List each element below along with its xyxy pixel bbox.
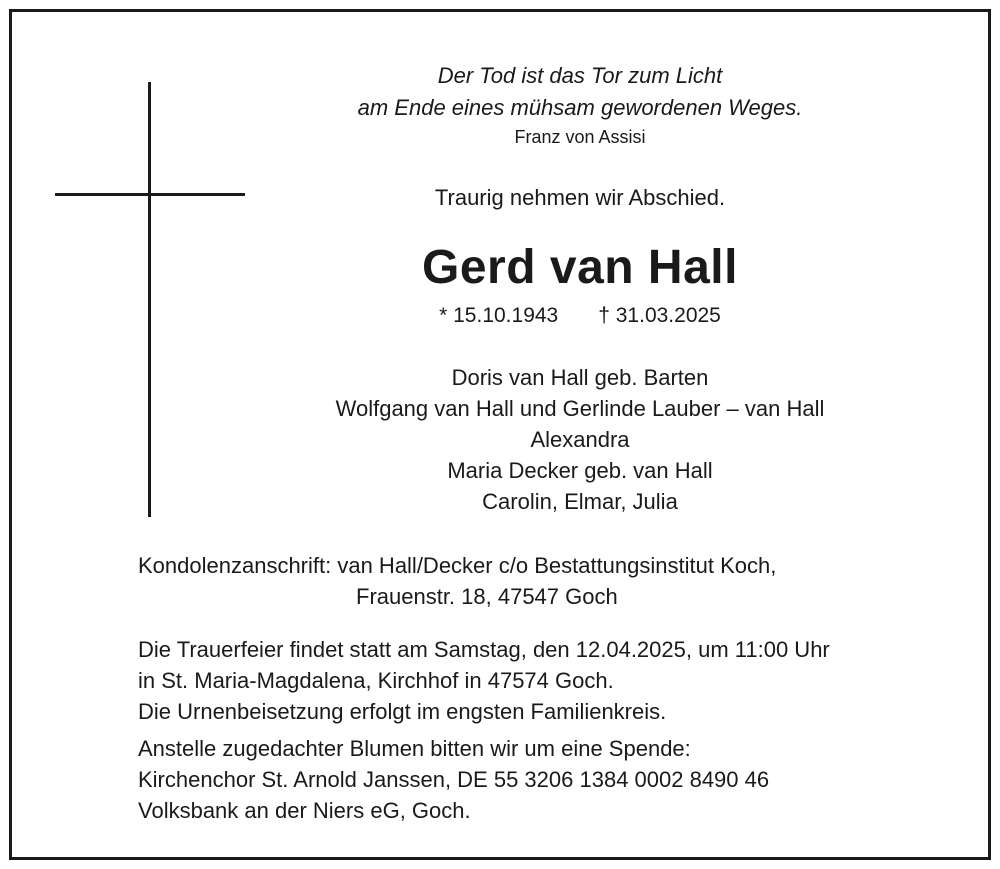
intro-text: Traurig nehmen wir Abschied.	[434, 185, 726, 210]
deceased-name: Gerd van Hall	[422, 241, 738, 294]
condolence-address-line: Frauenstr. 18, 47547 Goch	[356, 584, 618, 609]
death-date: † 31.03.2025	[598, 304, 721, 327]
donation-line: Anstelle zugedachter Blumen bitten wir um eine Spende:	[138, 736, 691, 761]
service-line: Die Urnenbeisetzung erfolgt im engsten Familienkreis.	[138, 699, 667, 724]
quote-author: Franz von Assisi	[514, 127, 646, 147]
donation-line: Volksbank an der Niers eG, Goch.	[138, 798, 471, 823]
cross-horizontal-bar	[55, 193, 245, 196]
life-dates	[280, 301, 880, 331]
family-member: Doris van Hall geb. Barten	[451, 365, 709, 390]
family-list	[280, 362, 880, 517]
quote-line: Der Tod ist das Tor zum Licht	[437, 63, 723, 88]
family-member: Carolin, Elmar, Julia	[482, 489, 678, 514]
cross-vertical-bar	[148, 82, 151, 517]
family-member: Wolfgang van Hall und Gerlinde Lauber – van Hall	[335, 396, 825, 421]
family-member: Alexandra	[530, 427, 630, 452]
service-line: Die Trauerfeier findet statt am Samstag, den 12.04.2025, um 11:00 Uhr	[138, 637, 830, 662]
family-member: Maria Decker geb. van Hall	[447, 458, 713, 483]
donation-line: Kirchenchor St. Arnold Janssen, DE 55 3206 1384 0002 8490 46	[138, 767, 770, 792]
condolence-line: Kondolenzanschrift: van Hall/Decker c/o Bestattungsinstitut Koch,	[138, 553, 777, 578]
service-info	[138, 634, 830, 727]
service-line: in St. Maria-Magdalena, Kirchhof in 47574 Goch.	[138, 668, 614, 693]
condolence-address	[138, 550, 858, 612]
quote-block	[280, 60, 880, 150]
donation-info	[138, 733, 769, 826]
quote-line: am Ende eines mühsam gewordenen Weges.	[357, 95, 803, 120]
birth-date: * 15.10.1943	[439, 304, 559, 327]
